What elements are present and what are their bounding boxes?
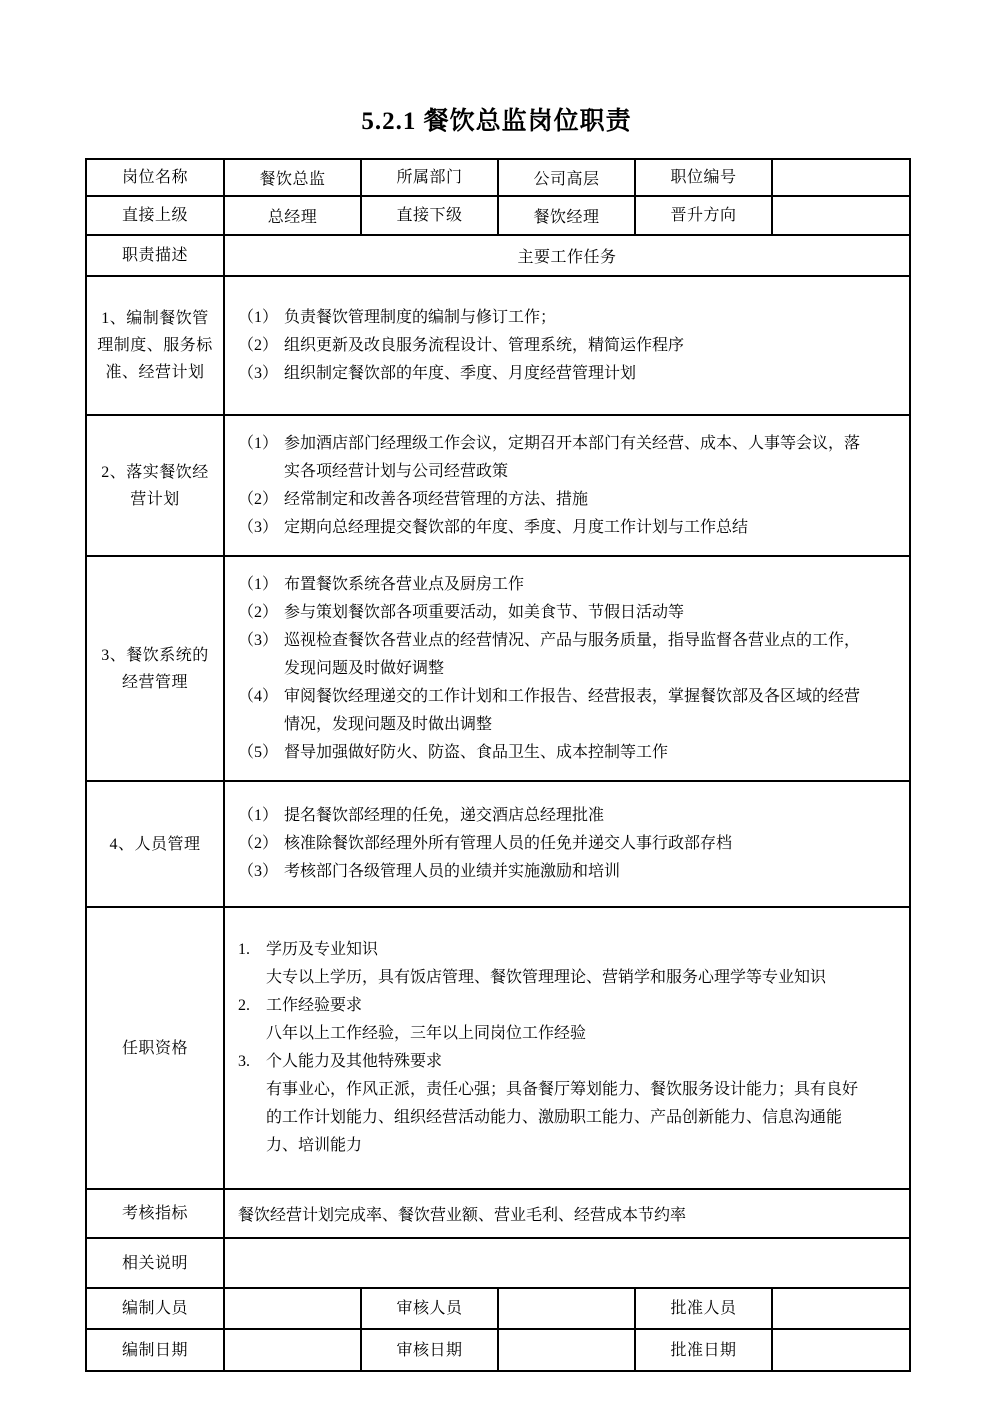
table-row: [86, 196, 910, 235]
duty-item-number: （2）: [238, 603, 279, 621]
duty-item-number: （1）: [238, 434, 279, 452]
qualification-item-heading-row: [238, 992, 871, 1020]
duty-item-number: （1）: [238, 807, 279, 824]
table-row: [86, 276, 910, 415]
duty-item-text: 布置餐饮系统各营业点及厨房工作: [284, 575, 525, 593]
kpi-value: 餐饮经营计划完成率、餐饮营业额、营业毛利、经营成本节约率: [224, 1189, 910, 1238]
notes-label: 相关说明: [86, 1238, 224, 1288]
prepared-by-label: 编制人员: [86, 1288, 224, 1329]
table-row: [86, 159, 910, 196]
duty-item-number: （3）: [238, 518, 279, 536]
table-row: [86, 1238, 910, 1288]
duty-item-text: 参加酒店部门经理级工作会议，定期召开本部门有关经营、成本、人事等会议，落实各项经营计划与公司经营政策: [284, 434, 861, 480]
duty-item-text: 核准除餐饮部经理外所有管理人员的任免并递交人事行政部存档: [284, 835, 733, 852]
main-tasks-header: 主要工作任务: [224, 235, 910, 276]
qualification-item: [238, 936, 871, 992]
reviewed-by-value: [498, 1288, 635, 1329]
duty-item-number: （3）: [238, 364, 279, 382]
duty-item: [238, 571, 871, 599]
promotion-direction-label: 晋升方向: [635, 196, 772, 235]
duty-2-label: 2、落实餐饮经营计划: [86, 415, 224, 556]
duty-item-text: 经常制定和改善各项经营管理的方法、措施: [284, 490, 589, 508]
duty-item: [238, 830, 871, 858]
direct-superior-label: 直接上级: [86, 196, 224, 235]
reviewed-by-label: 审核人员: [361, 1288, 498, 1329]
duty-item-number: （4）: [238, 687, 279, 705]
qualification-item: [238, 1048, 871, 1160]
duty-item-number: （2）: [238, 490, 279, 508]
position-code-label: 职位编号: [635, 159, 772, 196]
duty-item: [238, 486, 871, 514]
duty-item-text: 组织更新及改良服务流程设计、管理系统，精简运作程序: [284, 336, 685, 354]
job-description-table: [85, 158, 911, 1372]
duty-3-label: 3、餐饮系统的经营管理: [86, 556, 224, 781]
qualification-item-detail: 大专以上学历，具有饭店管理、餐饮管理理论、营销学和服务心理学等专业知识: [266, 969, 827, 986]
duty-item-text: 定期向总经理提交餐饮部的年度、季度、月度工作计划与工作总结: [284, 518, 749, 536]
duty-item: [238, 739, 871, 767]
qualification-item: [238, 992, 871, 1048]
reviewed-date-label: 审核日期: [361, 1329, 498, 1371]
qualification-item-number: 2.: [238, 997, 250, 1014]
table-row: [86, 1189, 910, 1238]
duty-item: [238, 430, 871, 486]
duty-1-label: 1、编制餐饮管理制度、服务标准、经营计划: [86, 276, 224, 415]
duty-item-number: （5）: [238, 743, 279, 761]
position-name-label: 岗位名称: [86, 159, 224, 196]
duty-item: [238, 360, 871, 388]
direct-subordinate-value: 餐饮经理: [498, 196, 635, 235]
department-value: 公司高层: [498, 159, 635, 196]
duty-item-text: 负责餐饮管理制度的编制与修订工作；: [284, 308, 557, 326]
duty-item: [238, 858, 871, 886]
prepared-date-value: [224, 1329, 361, 1371]
approved-date-label: 批准日期: [635, 1329, 772, 1371]
kpi-label: 考核指标: [86, 1189, 224, 1238]
table-row: [86, 907, 910, 1189]
position-code-value: [772, 159, 910, 196]
duty-item-number: （3）: [238, 863, 279, 880]
page-title: 5.2.1 餐饮总监岗位职责: [361, 108, 632, 135]
duty-item-text: 提名餐饮部经理的任免，递交酒店总经理批准: [284, 807, 605, 824]
approved-by-value: [772, 1288, 910, 1329]
duty-item-text: 督导加强做好防火、防盗、食品卫生、成本控制等工作: [284, 743, 669, 761]
qualification-content: [224, 907, 910, 1189]
duty-item: [238, 514, 871, 542]
duty-item: [238, 304, 871, 332]
promotion-direction-value: [772, 196, 910, 235]
duty-item-number: （3）: [238, 631, 279, 649]
table-row: [86, 1288, 910, 1329]
duty-description-label: 职责描述: [86, 235, 224, 276]
qualification-item-heading: 工作经验要求: [266, 997, 363, 1014]
duty-item: [238, 802, 871, 830]
duty-4-content: [224, 781, 910, 907]
table-row: [86, 1329, 910, 1371]
qualification-item-number: 3.: [238, 1053, 250, 1070]
approved-date-value: [772, 1329, 910, 1371]
notes-value: [224, 1238, 910, 1288]
qualification-item-heading-row: [238, 936, 871, 964]
duty-item-number: （2）: [238, 835, 279, 852]
direct-superior-value: 总经理: [224, 196, 361, 235]
duty-item-text: 组织制定餐饮部的年度、季度、月度经营管理计划: [284, 364, 637, 382]
duty-2-content: [224, 415, 910, 556]
duty-item: [238, 332, 871, 360]
department-label: 所属部门: [361, 159, 498, 196]
duty-item: [238, 683, 871, 739]
prepared-date-label: 编制日期: [86, 1329, 224, 1371]
duty-item-text: 巡视检查餐饮各营业点的经营情况、产品与服务质量，指导监督各营业点的工作，发现问题及时做好调整: [284, 631, 861, 677]
qualification-item-detail: 有事业心，作风正派，责任心强；具备餐厅筹划能力、餐饮服务设计能力；具有良好的工作计划能力、组织经营活动能力、激励职工能力、产品创新能力、信息沟通能力、培训能力: [266, 1081, 859, 1154]
position-name-value: 餐饮总监: [224, 159, 361, 196]
direct-subordinate-label: 直接下级: [361, 196, 498, 235]
duty-item-text: 考核部门各级管理人员的业绩并实施激励和培训: [284, 863, 621, 880]
duty-1-content: [224, 276, 910, 415]
approved-by-label: 批准人员: [635, 1288, 772, 1329]
duty-item-number: （1）: [238, 308, 279, 326]
table-row: [86, 415, 910, 556]
table-row: [86, 556, 910, 781]
qualification-item-heading: 学历及专业知识: [266, 941, 379, 958]
qualification-item-detail: 八年以上工作经验，三年以上同岗位工作经验: [266, 1025, 587, 1042]
qualification-item-heading: 个人能力及其他特殊要求: [266, 1053, 443, 1070]
table-row: [86, 781, 910, 907]
duty-item-number: （2）: [238, 336, 279, 354]
qualification-item-number: 1.: [238, 941, 250, 958]
duty-item-text: 参与策划餐饮部各项重要活动，如美食节、节假日活动等: [284, 603, 685, 621]
duty-3-content: [224, 556, 910, 781]
duty-item-number: （1）: [238, 575, 279, 593]
duty-item-text: 审阅餐饮经理递交的工作计划和工作报告、经营报表，掌握餐饮部及各区域的经营情况，发现问题及时做出调整: [284, 687, 861, 733]
prepared-by-value: [224, 1288, 361, 1329]
duty-4-label: 4、人员管理: [86, 781, 224, 907]
duty-item: [238, 599, 871, 627]
duty-item: [238, 627, 871, 683]
qualification-label: 任职资格: [86, 907, 224, 1189]
reviewed-date-value: [498, 1329, 635, 1371]
table-row: [86, 235, 910, 276]
qualification-item-heading-row: [238, 1048, 871, 1076]
